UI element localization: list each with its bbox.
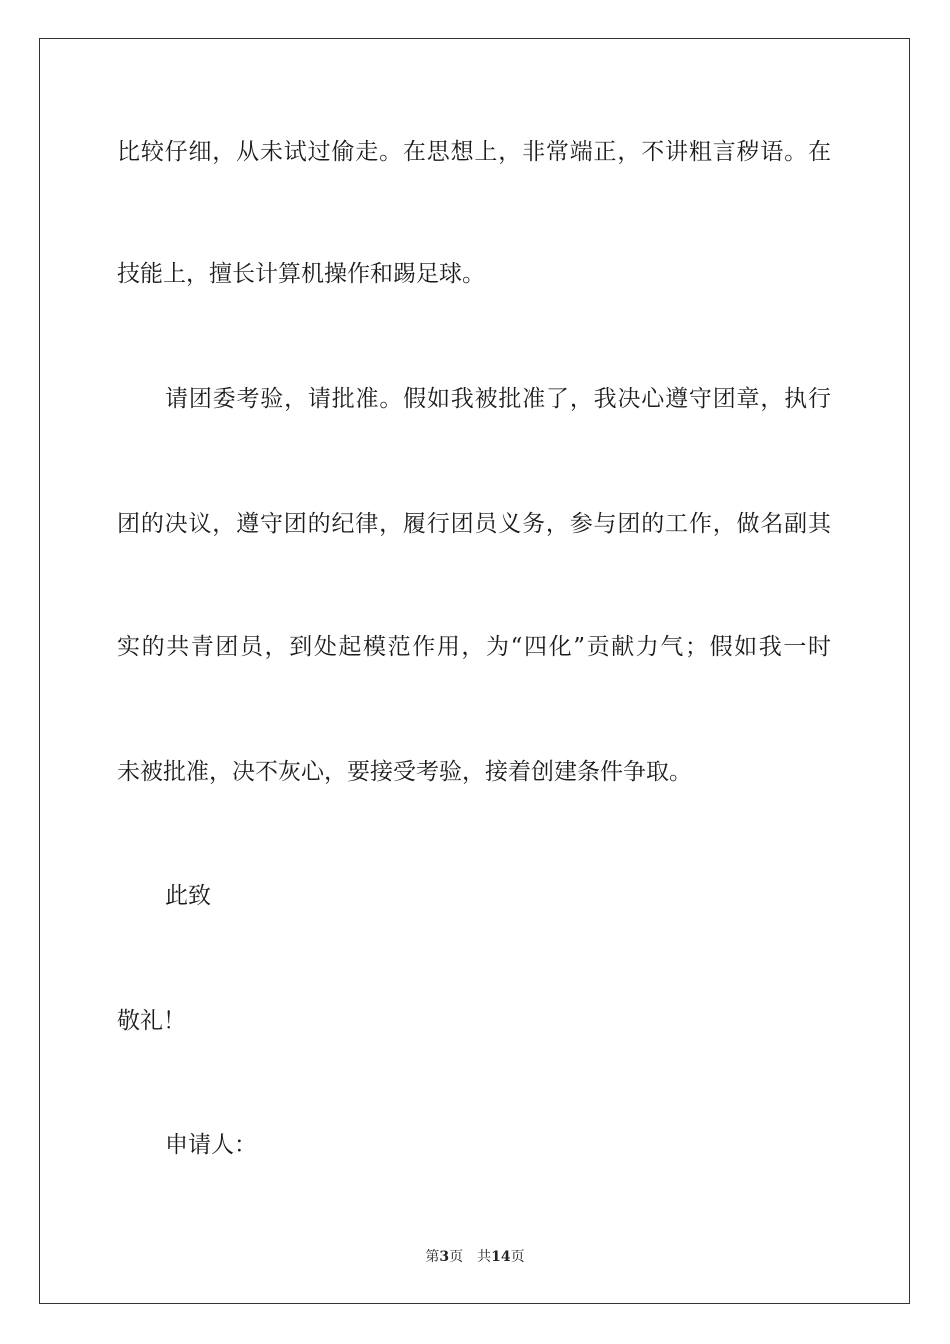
salutation-closing: 此致	[165, 883, 211, 909]
body-line-4: 团的决议，遵守团的纪律，履行团员义务，参与团的工作，做名副其	[117, 511, 831, 537]
body-line-3: 请团委考验，请批准。假如我被批准了，我决心遵守团章，执行	[165, 386, 831, 412]
footer-total-suffix: 页	[510, 1249, 525, 1265]
body-line-5: 实的共青团员，到处起模范作用，为“四化”贡献力气；假如我一时	[117, 634, 831, 660]
body-line-2: 技能上，擅长计算机操作和踢足球。	[117, 261, 485, 287]
footer-page-prefix: 第	[425, 1249, 440, 1265]
page-border	[39, 38, 910, 1304]
salutation-regards: 敬礼！	[117, 1008, 186, 1034]
footer-total-prefix: 共	[477, 1249, 492, 1265]
footer-page-number: 3	[439, 1249, 450, 1265]
applicant-signature-label: 申请人：	[165, 1132, 257, 1158]
footer-total-pages: 14	[491, 1249, 511, 1265]
footer-page-suffix: 页	[449, 1249, 464, 1265]
body-line-6: 未被批准，决不灰心，要接受考验，接着创建条件争取。	[117, 759, 692, 785]
page-footer	[0, 1248, 950, 1266]
body-line-1: 比较仔细，从未试过偷走。在思想上，非常端正，不讲粗言秽语。在	[117, 139, 831, 165]
